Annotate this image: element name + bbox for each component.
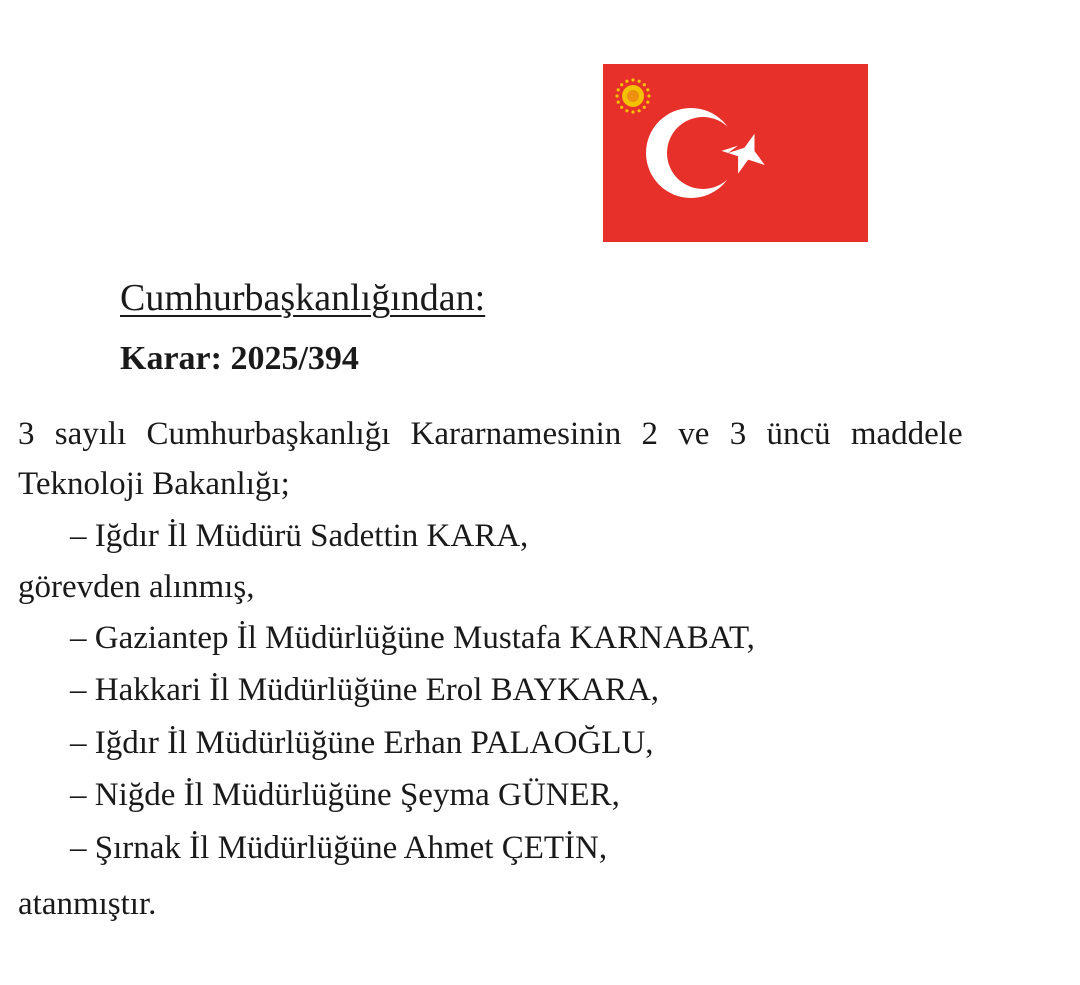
appointment-item: – Hakkari İl Müdürlüğüne Erol BAYKARA,: [70, 672, 660, 708]
appointment-item: – Gaziantep İl Müdürlüğüne Mustafa KARNABAT,: [70, 620, 755, 656]
decision-number: Karar: 2025/394: [120, 340, 359, 377]
appointment-item: – Niğde İl Müdürlüğüne Şeyma GÜNER,: [70, 777, 620, 813]
issuer-title: Cumhurbaşkanlığından:: [120, 277, 486, 319]
turkish-flag-icon: [603, 64, 868, 242]
dismissed-statement: görevden alınmış,: [18, 569, 255, 605]
dismissal-item: – Iğdır İl Müdürü Sadettin KARA,: [70, 518, 529, 554]
intro-paragraph-line-1: 3 sayılı Cumhurbaşkanlığı Kararnamesinin 2 ve 3 üncü maddele: [18, 416, 963, 452]
appointed-statement: atanmıştır.: [18, 886, 157, 922]
appointment-item: – Iğdır İl Müdürlüğüne Erhan PALAOĞLU,: [70, 725, 654, 761]
appointment-item: – Şırnak İl Müdürlüğüne Ahmet ÇETİN,: [70, 830, 608, 866]
intro-paragraph-line-2: Teknoloji Bakanlığı;: [18, 466, 290, 502]
